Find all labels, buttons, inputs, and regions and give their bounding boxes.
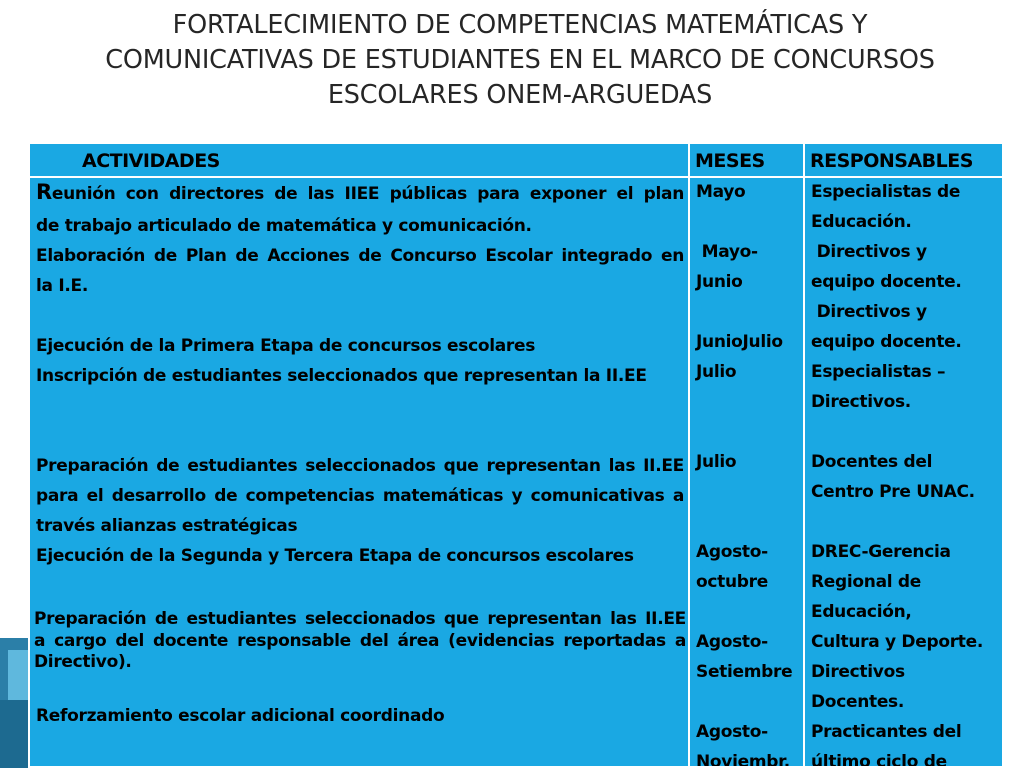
responsible-line: equipo docente. bbox=[811, 272, 962, 292]
activity-2-line-1: Elaboración de Plan de Acciones de Concurso Escolar integrado en bbox=[36, 246, 684, 266]
column-divider bbox=[803, 144, 805, 768]
header-months: MESES bbox=[695, 150, 765, 172]
activity-1-line-2: de trabajo articulado de matemática y comunicación. bbox=[36, 216, 532, 236]
responsible-line: Educación. bbox=[811, 212, 912, 232]
responsible-line: último ciclo de bbox=[811, 752, 947, 768]
activity-5-line-2: para el desarrollo de competencias matemáticas y comunicativas a bbox=[36, 486, 684, 506]
activity-1-line-1 bbox=[36, 182, 684, 204]
slide-title bbox=[20, 8, 1020, 113]
responsible-line: Especialistas de bbox=[811, 182, 961, 202]
responsible-line: equipo docente. bbox=[811, 332, 962, 352]
responsible-line: Directivos y bbox=[811, 242, 927, 262]
activity-7-line-2: a cargo del docente responsable del área (evidencias reportadas a bbox=[34, 631, 686, 651]
header-responsible: RESPONSABLES bbox=[810, 150, 973, 172]
title-line-1: FORTALECIMIENTO DE COMPETENCIAS MATEMÁTICAS Y bbox=[172, 10, 868, 40]
activity-4: Inscripción de estudiantes seleccionados que representan la II.EE bbox=[36, 366, 647, 386]
month-7-line-1: Agosto- bbox=[696, 632, 768, 652]
responsible-line: Practicantes del bbox=[811, 722, 962, 742]
responsible-line: Centro Pre UNAC. bbox=[811, 482, 975, 502]
activity-7-line-1: Preparación de estudiantes seleccionados que representan las II.EE bbox=[34, 609, 686, 629]
activity-2-line-2: la I.E. bbox=[36, 276, 88, 296]
activity-5-line-1: Preparación de estudiantes seleccionados que representan las II.EE bbox=[36, 456, 684, 476]
activities-table bbox=[28, 142, 1004, 768]
title-line-3: ESCOLARES ONEM-ARGUEDAS bbox=[327, 80, 713, 110]
column-divider bbox=[688, 144, 690, 768]
responsible-line: Especialistas – bbox=[811, 362, 946, 382]
activity-3: Ejecución de la Primera Etapa de concursos escolares bbox=[36, 336, 536, 356]
decorative-shape bbox=[0, 700, 28, 768]
responsible-line: Docentes. bbox=[811, 692, 905, 712]
activity-8: Reforzamiento escolar adicional coordinado bbox=[36, 706, 445, 726]
month-1: Mayo bbox=[696, 182, 746, 202]
month-6-line-2: octubre bbox=[696, 572, 768, 592]
month-8-line-1: Agosto- bbox=[696, 722, 768, 742]
month-2-line-2: Junio bbox=[696, 272, 743, 292]
activity-7-line-3: Directivo). bbox=[34, 652, 132, 672]
responsible-line: Directivos y bbox=[811, 302, 927, 322]
month-8-line-2: Noviembr. bbox=[696, 752, 790, 768]
month-7-line-2: Setiembre bbox=[696, 662, 793, 682]
title-line-2: COMUNICATIVAS DE ESTUDIANTES EN EL MARCO DE CONCURSOS bbox=[105, 45, 935, 75]
month-3: JunioJulio bbox=[696, 332, 783, 352]
responsible-line: Regional de bbox=[811, 572, 922, 592]
responsible-line: Cultura y Deporte. bbox=[811, 632, 983, 652]
month-4: Julio bbox=[696, 362, 737, 382]
activity-1-text: eunión con directores de las IIEE públicas para exponer el plan bbox=[51, 184, 684, 204]
activity-5-line-3: través alianzas estratégicas bbox=[36, 516, 298, 536]
month-6-line-1: Agosto- bbox=[696, 542, 768, 562]
responsible-line: Directivos bbox=[811, 662, 905, 682]
responsible-line: Educación, bbox=[811, 602, 912, 622]
month-5: Julio bbox=[696, 452, 737, 472]
header-activities: ACTIVIDADES bbox=[82, 150, 220, 172]
responsible-line: Directivos. bbox=[811, 392, 911, 412]
month-2-line-1: Mayo- bbox=[696, 242, 758, 262]
activity-1-initial: R bbox=[36, 180, 52, 204]
responsible-line: DREC-Gerencia bbox=[811, 542, 951, 562]
activity-6: Ejecución de la Segunda y Tercera Etapa de concursos escolares bbox=[36, 546, 634, 566]
responsible-line: Docentes del bbox=[811, 452, 933, 472]
